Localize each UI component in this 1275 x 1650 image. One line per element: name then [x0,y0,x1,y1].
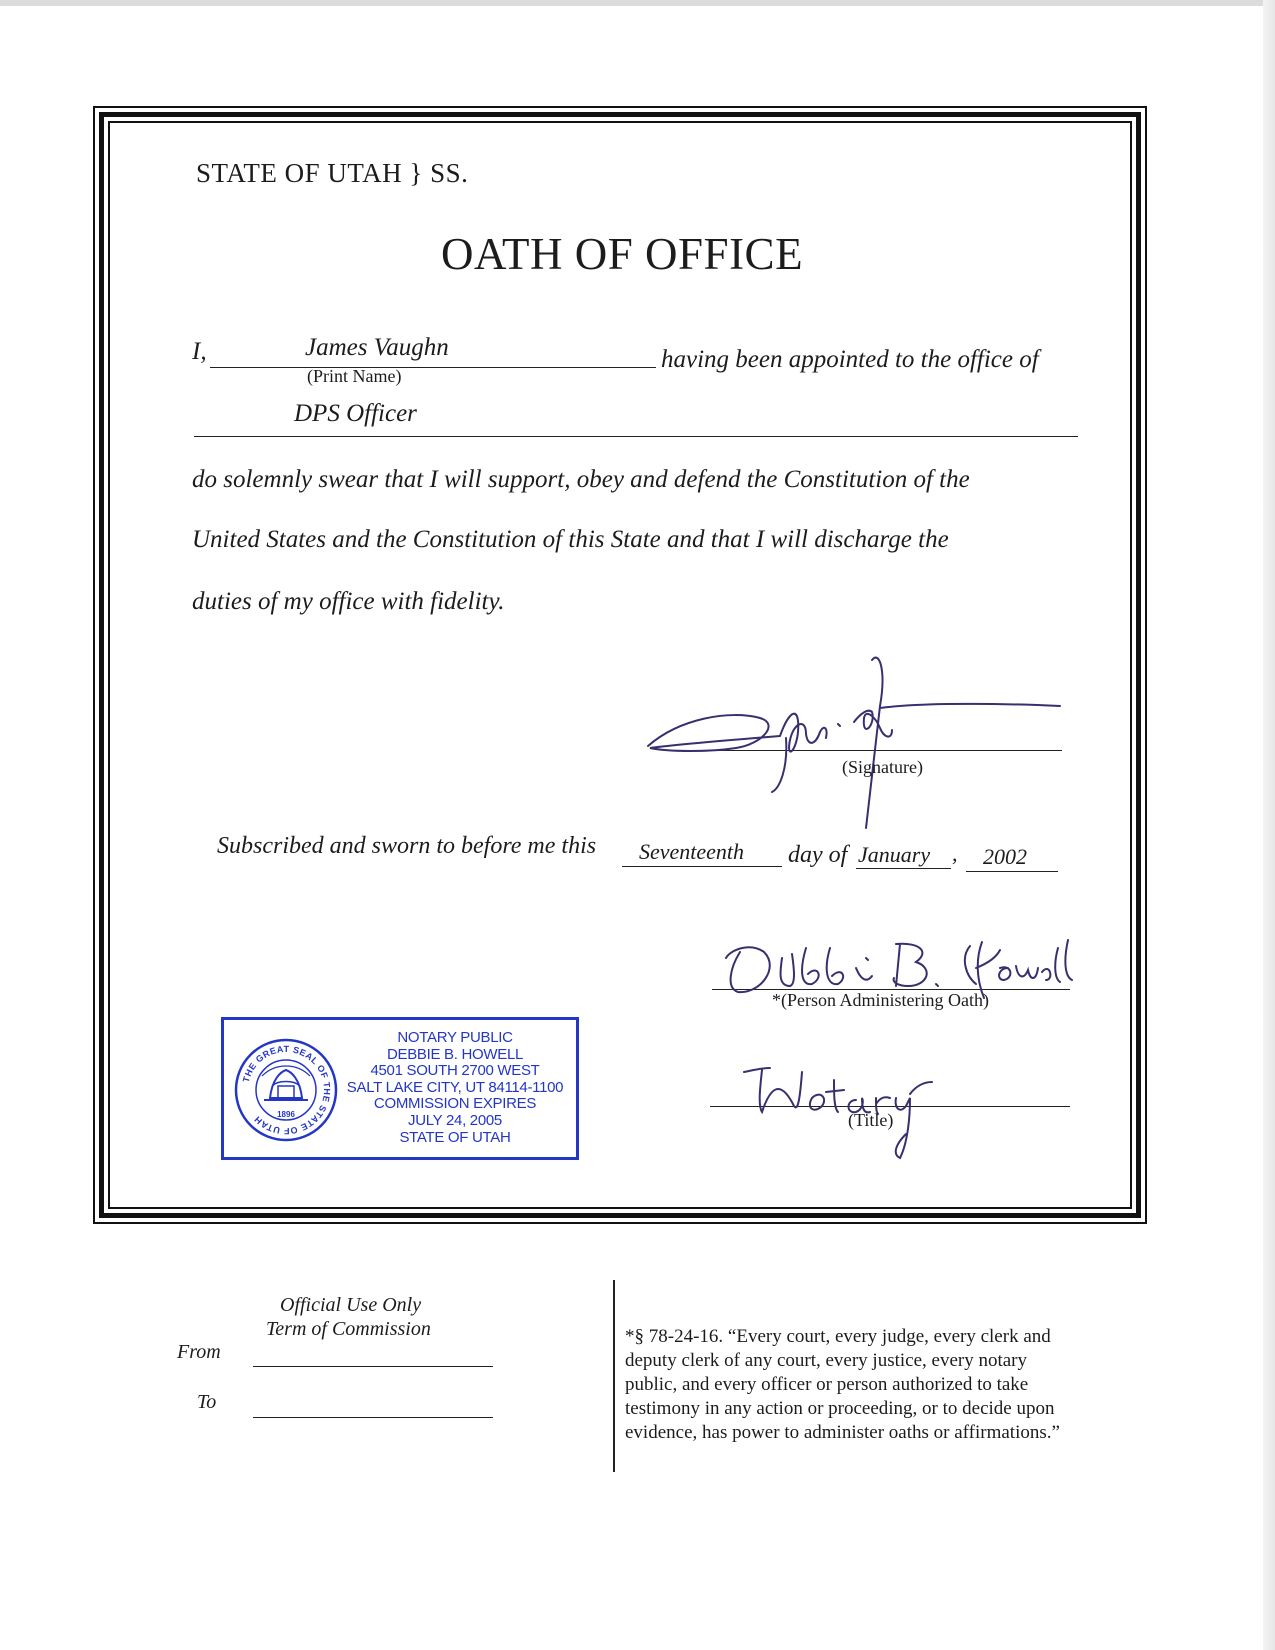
stamp-line: 4501 SOUTH 2700 WEST [370,1062,540,1080]
stamp-line: JULY 24, 2005 [408,1111,502,1129]
stamp-line: STATE OF UTAH [399,1128,511,1146]
print-name-caption: (Print Name) [307,366,402,386]
from-label: From [177,1341,221,1363]
title-caption: (Title) [848,1110,894,1130]
statute-line: testimony in any action or proceeding, or to decide upon [625,1398,1055,1419]
state-venue-line: STATE OF UTAH } SS. [196,158,469,188]
day-underline [622,866,782,867]
stamp-text-block [334,1030,576,1146]
stamp-line: SALT LAKE CITY, UT 84114-1100 [346,1078,564,1096]
oath-text-line: duties of my office with fidelity. [192,588,505,615]
to-label: To [197,1391,217,1413]
office-underline [194,436,1078,437]
from-field[interactable] [253,1366,493,1367]
signature-caption: (Signature) [842,757,923,777]
appointment-text: having been appointed to the office of [661,346,1039,373]
day-field[interactable]: Seventeenth [639,839,745,864]
statute-line: *§ 78-24-16. “Every court, every judge, every clerk and [625,1326,1051,1347]
seal-year: 1896 [277,1110,295,1119]
official-use-heading: Official Use Only [280,1294,422,1316]
title-handwriting [740,1058,940,1168]
month-underline [856,868,951,869]
document-title: OATH OF OFFICE [441,229,804,279]
scan-top-edge [0,0,1275,6]
term-of-commission-heading: Term of Commission [266,1318,431,1340]
subscribed-text: Subscribed and sworn to before me this [217,833,597,859]
officer-name-field[interactable]: James Vaughn [305,334,449,361]
notary-stamp [221,1017,579,1160]
to-field[interactable] [253,1417,493,1418]
office-field[interactable]: DPS Officer [294,400,417,427]
name-underline [210,367,656,368]
state-seal-icon [232,1036,340,1144]
stamp-line: COMMISSION EXPIRES [373,1095,537,1113]
administering-caption: *(Person Administering Oath) [772,990,989,1010]
statute-line: deputy clerk of any court, every justice, every notary [625,1350,1028,1371]
statute-note [625,1325,1115,1445]
stamp-line: NOTARY PUBLIC [397,1029,513,1046]
svg-text:THE GREAT SEAL OF THE STATE OF [241,1044,332,1136]
day-of-text: day of [788,842,848,868]
statute-line: public, and every officer or person authorized to take [625,1374,1029,1395]
year-field[interactable]: 2002 [983,844,1027,869]
oath-i-label: I, [192,338,207,365]
oath-text-line: United States and the Constitution of this State and that I will discharge the [192,526,949,553]
officer-signature [640,648,1080,848]
section-divider [613,1280,615,1472]
scan-right-edge [1263,0,1275,1650]
oath-text-line: do solemnly swear that I will support, obey and defend the Constitution of the [192,466,970,493]
date-comma: , [952,841,958,866]
month-field[interactable]: January [858,842,931,867]
statute-line: evidence, has power to administer oaths or affirmations.” [625,1422,1060,1443]
year-underline [966,871,1058,872]
stamp-line: DEBBIE B. HOWELL [386,1045,524,1063]
seal-text: THE GREAT SEAL OF THE STATE OF UTAH [240,1043,333,1137]
